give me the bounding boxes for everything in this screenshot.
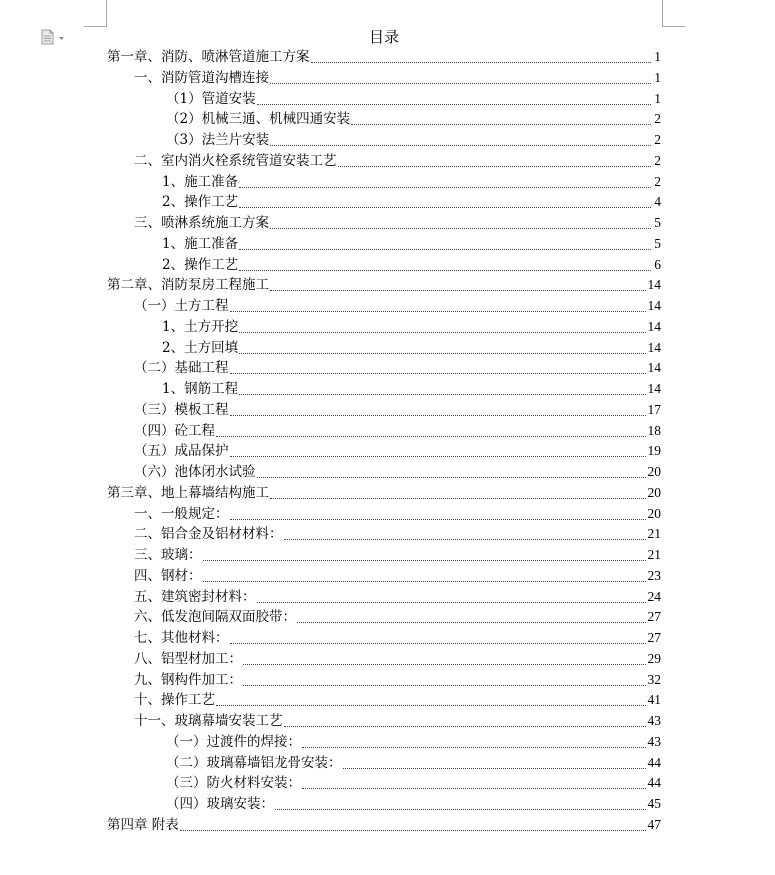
toc-entry[interactable] [134, 462, 661, 482]
toc-entry-text: 九、钢构件加工： [134, 671, 242, 688]
toc-entry[interactable] [162, 234, 661, 254]
toc-entry[interactable] [162, 255, 661, 275]
toc-page-number: 2 [654, 132, 661, 147]
toc-dot-leader [239, 206, 651, 208]
toc-entry[interactable] [134, 68, 661, 88]
toc-entry[interactable] [134, 587, 661, 607]
toc-entry[interactable] [134, 690, 661, 710]
toc-entry[interactable] [166, 732, 661, 752]
toc-entry[interactable] [134, 711, 661, 731]
toc-entry[interactable] [162, 172, 661, 192]
toc-entry-text: 第一章、消防、喷淋管道施工方案 [107, 49, 310, 65]
toc-dot-leader [343, 767, 646, 769]
toc-dot-leader [302, 746, 646, 748]
toc-entry-text: 十一、玻璃幕墙安装工艺 [134, 713, 283, 729]
toc-page-number: 14 [647, 381, 661, 396]
toc-page-number: 23 [647, 567, 661, 583]
toc-entry[interactable] [162, 317, 661, 337]
toc-entry[interactable] [162, 192, 661, 212]
toc-entry-text: 1、施工准备 [162, 173, 239, 190]
toc-entry[interactable] [134, 441, 661, 461]
toc-entry-text: （三）模板工程 [134, 401, 229, 418]
toc-entry-text: （五）成品保护 [134, 443, 229, 460]
toc-entry[interactable] [107, 815, 661, 835]
toc-entry-text: （四）砼工程 [134, 422, 215, 439]
toc-entry-text: 五、建筑密封材料： [134, 588, 256, 605]
toc-page-number: 43 [647, 713, 661, 728]
toc-dot-leader [203, 580, 646, 582]
toc-page-number: 17 [647, 401, 661, 417]
toc-dot-leader [216, 435, 646, 437]
toc-page-number: 1 [654, 90, 661, 106]
toc-entry[interactable] [134, 421, 661, 441]
toc-page-number: 20 [647, 484, 661, 500]
toc-entry[interactable] [134, 649, 661, 669]
toc-entry[interactable] [107, 275, 661, 295]
toc-page-number: 14 [647, 277, 661, 293]
toc-entry[interactable] [134, 670, 661, 690]
toc-dot-leader [243, 684, 646, 686]
toc-entry-text: （一）土方工程 [134, 298, 229, 314]
toc-entry[interactable] [134, 607, 661, 627]
toc-entry[interactable] [166, 773, 661, 793]
toc-entry[interactable] [162, 338, 661, 358]
toc-entry-text: 一、一般规定： [134, 505, 229, 522]
toc-entry-text: （一）过渡件的焊接： [166, 733, 301, 750]
toc-entry-text: （3）法兰片安装 [166, 132, 270, 148]
toc-entry-text: 一、消防管道沟槽连接 [134, 69, 269, 86]
toc-dot-leader [297, 621, 646, 623]
toc-page-number: 20 [647, 505, 661, 521]
toc-entry[interactable] [162, 379, 661, 399]
toc-dot-leader [284, 538, 646, 540]
toc-dot-leader [216, 704, 646, 706]
toc-page-number: 14 [647, 298, 661, 313]
toc-entry-text: 十、操作工艺 [134, 692, 215, 709]
toc-entry[interactable] [166, 794, 661, 814]
toc-dot-leader [302, 787, 646, 789]
toc-entry-text: （2）机械三通、机械四通安装 [166, 111, 351, 128]
toc-entry-text: （三）防火材料安装： [166, 775, 301, 792]
toc-entry[interactable] [134, 566, 661, 586]
toc-entry-text: 二、铝合金及铝材材料： [134, 526, 283, 543]
toc-entry-text: 三、玻璃： [134, 547, 202, 563]
toc-title: 目录 [368, 28, 399, 46]
toc-page-number: 18 [647, 422, 661, 438]
toc-entry-text: 1、土方开挖 [162, 318, 239, 335]
toc-dot-leader [239, 393, 645, 395]
toc-entry-text: （四）玻璃安装： [166, 796, 274, 812]
toc-page-number: 4 [654, 194, 661, 210]
toc-entry[interactable] [107, 483, 661, 503]
toc-dot-leader [230, 455, 646, 457]
toc-entry[interactable] [134, 358, 661, 378]
toc-page-number: 2 [654, 173, 661, 189]
toc-entry[interactable] [166, 109, 661, 129]
toc-page-number: 47 [647, 816, 661, 832]
toc-dot-leader [230, 372, 646, 374]
toc-entry[interactable] [134, 400, 661, 420]
margin-corner-top-right [662, 0, 685, 27]
toc-page-number: 5 [654, 235, 661, 251]
toc-dot-leader [230, 642, 646, 644]
toc-dot-leader [230, 518, 646, 520]
toc-page-number: 43 [647, 733, 661, 749]
toc-entry[interactable] [134, 524, 661, 544]
toc-dot-leader [270, 289, 646, 291]
toc-dot-leader [230, 310, 646, 312]
toc-page-number: 6 [654, 256, 661, 272]
toc-entry-text: 七、其他材料： [134, 630, 229, 646]
toc-entry[interactable] [134, 151, 661, 171]
toc-page-number: 44 [647, 775, 661, 791]
toc-page-number: 29 [647, 650, 661, 666]
toc-page-number: 14 [647, 339, 661, 355]
toc-entry-text: 二、室内消火栓系统管道安装工艺 [134, 152, 337, 169]
toc-dot-leader [239, 352, 645, 354]
toc-entry-text: 第三章、地上幕墙结构施工 [107, 484, 269, 501]
toc-dot-leader [180, 829, 646, 831]
toc-entry-text: （1）管道安装 [166, 90, 256, 107]
toc-page-number: 19 [647, 443, 661, 459]
toc-page-number: 14 [647, 360, 661, 376]
toc-page-number: 21 [647, 547, 661, 562]
toc-entry[interactable] [166, 753, 661, 773]
toc-page-number: 21 [647, 526, 661, 542]
toc-page-number: 14 [647, 318, 661, 334]
toc-page-number: 27 [647, 609, 661, 625]
toc-dot-leader [239, 331, 645, 333]
toc-dot-leader [239, 186, 651, 188]
toc-entry-text: 2、操作工艺 [162, 194, 239, 211]
toc-dot-leader [230, 414, 646, 416]
toc-page-number: 5 [654, 215, 661, 230]
toc-entry-text: 2、操作工艺 [162, 256, 239, 273]
toc-entry[interactable] [134, 213, 661, 233]
toc-page-number: 41 [647, 692, 661, 708]
toc-page-number: 1 [654, 69, 661, 85]
toc-page-number: 20 [647, 464, 661, 479]
toc-page-number: 1 [654, 49, 661, 64]
toc-page-number: 27 [647, 630, 661, 645]
toc-entry-text: （六）池体闭水试验 [134, 464, 256, 480]
toc-entry-text: 第四章 附表 [107, 816, 179, 833]
toc-entry-text: 2、土方回填 [162, 339, 239, 356]
toc-dot-leader [270, 497, 646, 499]
toc-dot-leader [351, 123, 651, 125]
toc-entry[interactable] [134, 296, 661, 316]
toc-entry-text: 1、钢筋工程 [162, 381, 239, 397]
toc-dot-leader [311, 61, 652, 63]
toc-dot-leader [257, 601, 646, 603]
toc-dot-leader [203, 559, 646, 561]
toc-entry[interactable] [134, 504, 661, 524]
toc-dot-leader [270, 144, 651, 146]
toc-entry-text: 第二章、消防泵房工程施工 [107, 277, 269, 294]
toc-entry-text: （二）玻璃幕墙铝龙骨安装： [166, 754, 342, 771]
toc-entry-text: 八、铝型材加工： [134, 650, 242, 667]
toc-dot-leader [243, 663, 646, 665]
toc-dot-leader [275, 808, 646, 810]
toc-dot-leader [270, 227, 651, 229]
toc-dot-leader [284, 725, 646, 727]
toc-entry[interactable] [134, 545, 661, 565]
toc-entry[interactable] [107, 47, 661, 67]
toc-page-number: 2 [654, 152, 661, 168]
toc-dot-leader [270, 82, 651, 84]
toc-dot-leader [257, 103, 651, 105]
toc-entry-text: 三、喷淋系统施工方案 [134, 215, 269, 231]
toc-page-number: 32 [647, 671, 661, 687]
toc-page-number: 45 [647, 796, 661, 811]
toc-dot-leader [239, 269, 651, 271]
toc-entry[interactable] [166, 130, 661, 150]
toc-entry[interactable] [166, 89, 661, 109]
toc-dot-leader [257, 476, 646, 478]
toc-dot-leader [239, 248, 651, 250]
toc-page-number: 2 [654, 111, 661, 127]
toc-page-number: 44 [647, 754, 661, 770]
margin-corner-top-left [84, 0, 107, 27]
toc-entry-text: （二）基础工程 [134, 360, 229, 377]
toc-dot-leader [338, 165, 652, 167]
toc-entry[interactable] [134, 628, 661, 648]
toc-page-number: 24 [647, 588, 661, 604]
toc-entry-text: 四、钢材： [134, 567, 202, 584]
toc-entry-text: 1、施工准备 [162, 235, 239, 252]
toc-entry-text: 六、低发泡间隔双面胶带： [134, 609, 296, 626]
